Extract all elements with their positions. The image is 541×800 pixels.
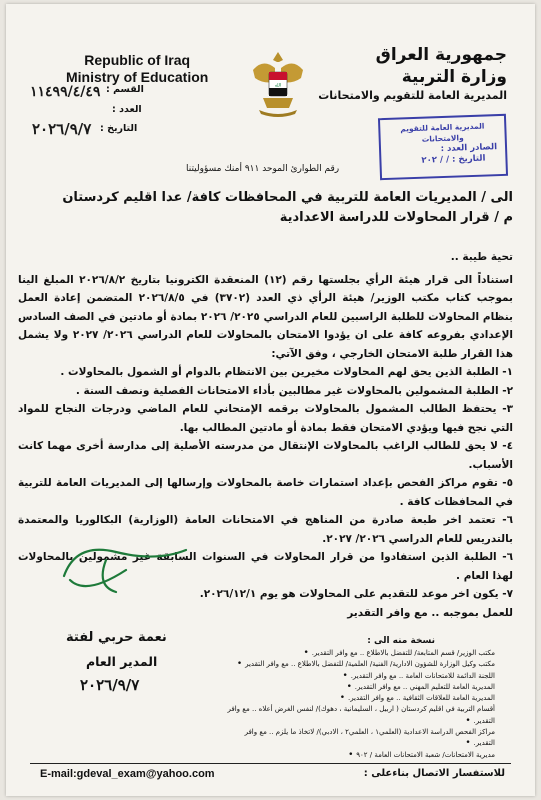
header-english: [66, 52, 208, 86]
stamp-number: الصادر العدد :: [440, 142, 498, 155]
intro-paragraph: استناداً الى قرار هيئة الرأي بجلستها رقم (١٢) المنعقدة الكترونيا بتاريخ ٢٠٢٦/٨/٢ المبلغ الينا بموجب كتاب مكتب الوزير/ هيئة الرأي ذي العدد (٣٧٠٢) في ٢٠٢٦/٨/٥ المتضمن إعادة العمل بنظام المحاولات للطلبة الراسبين للعام الدراسي ٢٠٢٥/ ٢٠٢٦ بمادة أو مادتين في الصف السادس الإعدادي بفروعه كافة على ان يؤدوا الامتحان بالمحاولات للعام الدراسي ٢٠٢٦/ ٢٠٢٧ ولا يشمل هذا القرار طلبة الامتحان الخارجي ، وفق الآتي:: [18, 273, 514, 360]
item-7: ٧- يكون اخر موعد للتقديم على المحاولات هو يوم ٢٠٢٦/١٢/١.: [199, 588, 513, 600]
copy-item: مديرية الامتحانات/ شعبة الامتحانات العامة / ٩٠٢ •: [225, 750, 495, 761]
directorate-name: المديرية العامة للتقويم والامتحانات: [318, 89, 507, 102]
number-label: العدد :: [112, 104, 142, 115]
closing: للعمل بموجبه .. مع وافر التقدير: [347, 606, 513, 619]
ministry-name: Ministry of Education: [66, 69, 209, 85]
incoming-stamp: [378, 114, 508, 180]
date-label: التاريخ :: [100, 123, 138, 134]
item-3: ٣- يحتفظ الطالب المشمول بالمحاولات برقمه الإمتحاني للعام الماضي ودرجات النجاح للمواد التي نجح فيها ويؤدي الامتحان فقط بمادة أو مادتين المطالب بها.: [18, 403, 513, 434]
signature-icon: [46, 536, 196, 606]
copy-item: اللجنة الدائمة للامتحانات العامة .. مع وافر التقدير. •: [225, 671, 495, 682]
section-value: ١١٤٩٩/٤/٤٩: [30, 84, 101, 100]
copy-item: مكتب الوزير/ قسم المتابعة/ للتفضل بالاطلاع .. مع وافر التقدير. •: [225, 648, 495, 659]
ministry-name-ar: وزارة التربية: [401, 67, 507, 87]
signatory-title: المدير العام: [86, 654, 158, 669]
stamp-date: التاريخ : / / ٢٠٢: [421, 153, 486, 166]
item-6: ٦- تعتمد اخر طبعة صادرة من المناهج في الامتحانات العامة (الوزارية) البكالوريا والمعتمدة بالتدريس للعام الدراسي ٢٠٢٦/ ٢٠٢٧.: [18, 514, 513, 545]
section-label: القسم :: [106, 84, 144, 95]
emergency-hotline: رقم الطوارئ الموحد ٩١١ أمنك مسؤوليتنا: [186, 164, 340, 174]
item-6b: ٦- الطلبة الذين استفادوا من قرار المحاولات في السنوات السابقة غير مشمولين بالمحاولات لهذا العام .: [18, 551, 513, 582]
item-4: ٤- لا يحق للطالب الراغب بالمحاولات الإنتقال من مدرسته الأصلية إلى مدارسة أخرى مهما كانت الأسباب.: [18, 440, 513, 471]
signatory-name: نعمة حربي لفتة: [66, 630, 167, 645]
country-name: Republic of Iraq: [84, 52, 191, 68]
item-2: ٢- الطلبة المشمولين بالمحاولات غير مطالبين بأداء الامتحانات الفصلية ونصف السنة .: [75, 384, 513, 397]
copy-item: مكتب وكيل الوزارة للشؤون الادارية/ الفنية/ العلمية/ للتفضل بالاطلاع .. مع وافر التقدير •: [225, 659, 495, 670]
copy-item: المديرية العامة للتعليم المهني .. مع وافر التقدير. •: [225, 682, 495, 693]
stamp-directorate: المديرية العامة للتقويم والامتحانات: [400, 121, 485, 144]
copy-item: أقسام التربية في اقليم كردستان ( اربيل ، السليمانية ، دهوك)/ لنفس الغرض أعلاه .. مع وافر التقدير. •: [225, 704, 495, 727]
item-5: ٥- تقوم مراكز الفحص بإعداد استمارات خاصة بالمحاولات وإرسالها إلى المديريات العامة للتربية في المحافظات كافة .: [18, 477, 513, 508]
copy-item: المديرية العامة للعلاقات الثقافية .. مع وافر التقدير. •: [225, 693, 495, 704]
greeting: تحية طيبة ..: [450, 251, 513, 263]
copies-list: [225, 648, 495, 761]
subject-line: م / قرار المحاولات للدراسة الاعدادية: [279, 210, 513, 225]
signature-date: ٢٠٢٦/٩/٧: [80, 676, 140, 694]
item-1: ١- الطلبة الذين يحق لهم المحاولات مخيرين بين الانتظام بالدوام أو الشمول بالمحاولات .: [60, 366, 513, 378]
document-page: [6, 4, 535, 796]
footer-divider: [30, 763, 511, 764]
country-name-ar: جمهورية العراق: [375, 45, 507, 65]
copy-item: مراكز الفحص الدراسة الاعدادية (العلمي١ ، العلمي٢ ، الادبي)/ لاتخاذ ما يلزم .. مع وافر التقدير. •: [225, 727, 495, 750]
copies-title: نسخة منه الى :: [367, 636, 435, 646]
recipient-line: الى / المديريات العامة للتربية في المحافظات كافة/ عدا اقليم كردستان: [62, 190, 513, 205]
inquiry-label: للاستفسار الاتصال بناءعلى :: [363, 768, 505, 779]
header-arabic: [318, 44, 507, 104]
date-value: ٢٠٢٦/٩/٧: [32, 120, 92, 138]
contact-email[interactable]: E-mail:gdeval_exam@yahoo.com: [40, 768, 215, 780]
iraq-emblem-icon: [249, 48, 307, 122]
svg-text:الله: الله: [274, 83, 282, 89]
